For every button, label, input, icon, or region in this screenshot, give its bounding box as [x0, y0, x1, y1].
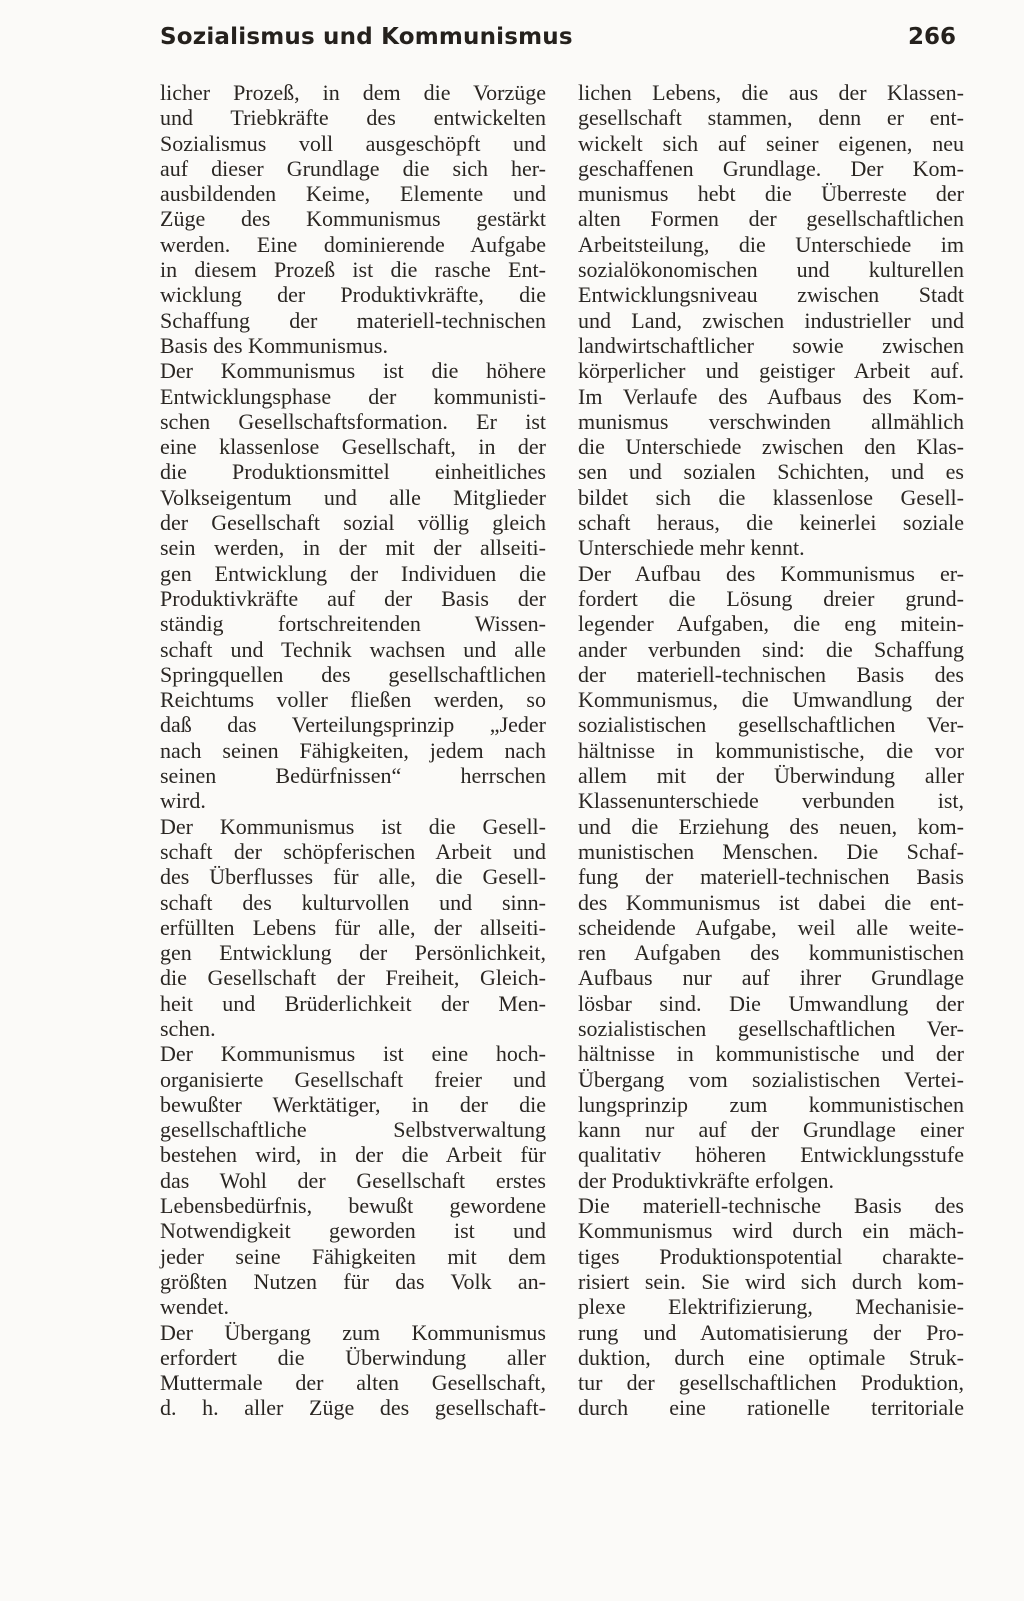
text-line: allem mit der Überwindung aller [578, 763, 964, 789]
text-line: Der Kommunismus ist eine hoch- [160, 1041, 546, 1067]
text-line: plexe Elektrifizierung, Mechanisie- [578, 1294, 964, 1320]
text-line: und die Erziehung des neuen, kom- [578, 813, 964, 839]
text-line: schaft der schöpferischen Arbeit und [160, 838, 546, 864]
text-line: Unterschiede mehr kennt. [578, 535, 805, 561]
text-line: des Kommunismus ist dabei die ent- [578, 889, 964, 915]
text-line: sozialistischen gesellschaftlichen Ver- [578, 712, 964, 738]
text-line: licher Prozeß, in dem die Vorzüge [160, 80, 546, 105]
text-line: Volkseigentum und alle Mitglieder [160, 484, 546, 510]
text-line: lösbar sind. Die Umwandlung der [578, 990, 964, 1016]
text-line: Springquellen des gesellschaftlichen [160, 661, 546, 687]
text-line: ständig fortschreitenden Wissen- [160, 611, 546, 637]
text-line: Lebensbedürfnis, bewußt gewordene [160, 1193, 546, 1219]
text-line: tur der gesellschaftlichen Produktion, [578, 1370, 964, 1396]
text-line: die Produktionsmittel einheitliches [160, 459, 546, 485]
text-line: sein werden, in der mit der allseiti- [160, 535, 546, 561]
text-line: ren Aufgaben des kommunistischen [578, 940, 964, 966]
text-line: rung und Automatisierung der Pro- [578, 1319, 964, 1345]
text-line: lungsprinzip zum kommunistischen [578, 1091, 964, 1117]
text-line: Klassenunterschiede verbunden ist, [578, 788, 964, 814]
text-line: Die materiell-technische Basis des [578, 1193, 964, 1219]
text-line: Entwicklungsniveau zwischen Stadt [578, 282, 964, 308]
text-line: landwirtschaftlicher sowie zwischen [578, 332, 964, 358]
text-line: seinen Bedürfnissen“ herrschen [160, 763, 546, 789]
text-line: Arbeitsteilung, die Unterschiede im [578, 231, 964, 257]
text-line: kann nur auf der Grundlage einer [578, 1117, 964, 1143]
text-column-left [160, 80, 546, 1421]
text-line: tiges Produktionspotential charakte- [578, 1243, 964, 1269]
text-line: jeder seine Fähigkeiten mit dem [160, 1243, 546, 1269]
text-line: Der Übergang zum Kommunismus [160, 1319, 546, 1345]
text-line: Kommunismus, die Umwandlung der [578, 687, 964, 713]
text-line: bestehen wird, in der die Arbeit für [160, 1142, 546, 1168]
text-line: munismus verschwinden allmählich [578, 408, 964, 434]
page-number: 266 [907, 24, 956, 50]
text-line: schen Gesellschaftsformation. Er ist [160, 408, 546, 434]
text-line: die Gesellschaft der Freiheit, Gleich- [160, 965, 546, 991]
text-line: schaft und Technik wachsen und alle [160, 636, 546, 662]
text-line: alten Formen der gesellschaftlichen [578, 206, 964, 232]
text-line: erfordert die Überwindung aller [160, 1344, 546, 1370]
text-line: Der Kommunismus ist die höhere [160, 358, 546, 384]
text-line: Basis des Kommunismus. [160, 332, 388, 358]
text-line: fordert die Lösung dreier grund- [578, 585, 964, 611]
text-line: Entwicklungsphase der kommunisti- [160, 383, 546, 409]
text-line: in diesem Prozeß ist die rasche Ent- [160, 257, 546, 283]
text-line: ausbildenden Keime, Elemente und [160, 181, 546, 207]
text-line: durch eine rationelle territoriale [578, 1395, 964, 1421]
section-title: Sozialismus und Kommunismus [160, 24, 573, 50]
text-column-right [578, 80, 964, 1421]
text-line: heit und Brüderlichkeit der Men- [160, 990, 546, 1016]
text-line: gen Entwicklung der Individuen die [160, 560, 546, 586]
text-line: hältnisse in kommunistische und der [578, 1041, 964, 1067]
text-line: des Überflusses für alle, die Gesell- [160, 864, 546, 890]
text-line: Übergang vom sozialistischen Vertei- [578, 1066, 964, 1092]
text-line: scheidende Aufgabe, weil alle weite- [578, 914, 964, 940]
text-line: geschaffenen Grundlage. Der Kom- [578, 155, 964, 181]
text-line: bildet sich die klassenlose Gesell- [578, 484, 964, 510]
text-line: munismus hebt die Überreste der [578, 181, 964, 207]
running-head [160, 24, 956, 60]
text-line: die Unterschiede zwischen den Klas- [578, 434, 964, 460]
text-line: hältnisse in kommunistische, die vor [578, 737, 964, 763]
text-line: Schaffung der materiell-technischen [160, 307, 546, 333]
text-line: wendet. [160, 1294, 230, 1320]
text-line: der Produktivkräfte erfolgen. [578, 1167, 834, 1193]
text-line: ander verbunden sind: die Schaffung [578, 636, 964, 662]
text-line: wickelt sich auf seiner eigenen, neu [578, 130, 964, 156]
text-line: auf dieser Grundlage die sich her- [160, 155, 546, 181]
text-line: größten Nutzen für das Volk an- [160, 1268, 546, 1294]
text-line: Notwendigkeit geworden ist und [160, 1218, 546, 1244]
text-line: schen. [160, 1015, 216, 1041]
text-line: Sozialismus voll ausgeschöpft und [160, 130, 546, 156]
text-line: organisierte Gesellschaft freier und [160, 1066, 546, 1092]
text-line: nach seinen Fähigkeiten, jedem nach [160, 737, 546, 763]
text-line: schaft des kulturvollen und sinn- [160, 889, 546, 915]
text-line: legender Aufgaben, die eng mitein- [578, 611, 964, 637]
text-line: Im Verlaufe des Aufbaus des Kom- [578, 383, 964, 409]
text-line: qualitativ höheren Entwicklungsstufe [578, 1142, 964, 1168]
text-line: der Gesellschaft sozial völlig gleich [160, 510, 546, 536]
text-line: gesellschaft stammen, denn er ent- [578, 105, 964, 131]
text-line: fung der materiell-technischen Basis [578, 864, 964, 890]
text-line: eine klassenlose Gesellschaft, in der [160, 434, 546, 460]
text-line: bewußter Werktätiger, in der die [160, 1091, 546, 1117]
text-line: wicklung der Produktivkräfte, die [160, 282, 546, 308]
text-line: lichen Lebens, die aus der Klassen- [578, 80, 964, 105]
text-line: und Triebkräfte des entwickelten [160, 105, 546, 131]
text-line: munistischen Menschen. Die Schaf- [578, 838, 964, 864]
text-line: sozialökonomischen und kulturellen [578, 257, 964, 283]
text-line: erfüllten Lebens für alle, der allseiti- [160, 914, 546, 940]
text-line: gesellschaftliche Selbstverwaltung [160, 1117, 546, 1143]
text-line: werden. Eine dominierende Aufgabe [160, 231, 546, 257]
text-line: Aufbaus nur auf ihrer Grundlage [578, 965, 964, 991]
text-line: der materiell-technischen Basis des [578, 661, 964, 687]
text-line: Züge des Kommunismus gestärkt [160, 206, 546, 232]
text-line: schaft heraus, die keinerlei soziale [578, 510, 964, 536]
text-line: Der Kommunismus ist die Gesell- [160, 813, 546, 839]
text-line: Kommunismus wird durch ein mäch- [578, 1218, 964, 1244]
text-line: d. h. aller Züge des gesellschaft- [160, 1395, 546, 1421]
text-line: körperlicher und geistiger Arbeit auf. [578, 358, 964, 384]
text-line: Der Aufbau des Kommunismus er- [578, 560, 964, 586]
text-line: das Wohl der Gesellschaft erstes [160, 1167, 546, 1193]
text-line: duktion, durch eine optimale Struk- [578, 1344, 964, 1370]
text-line: wird. [160, 788, 206, 814]
text-line: sen und sozialen Schichten, und es [578, 459, 964, 485]
text-line: gen Entwicklung der Persönlichkeit, [160, 940, 546, 966]
text-line: Muttermale der alten Gesellschaft, [160, 1370, 546, 1396]
text-line: Reichtums voller fließen werden, so [160, 687, 546, 713]
text-line: sozialistischen gesellschaftlichen Ver- [578, 1015, 964, 1041]
text-line: risiert sein. Sie wird sich durch kom- [578, 1268, 964, 1294]
text-line: daß das Verteilungsprinzip „Jeder [160, 712, 546, 738]
text-line: Produktivkräfte auf der Basis der [160, 585, 546, 611]
text-line: und Land, zwischen industrieller und [578, 307, 964, 333]
